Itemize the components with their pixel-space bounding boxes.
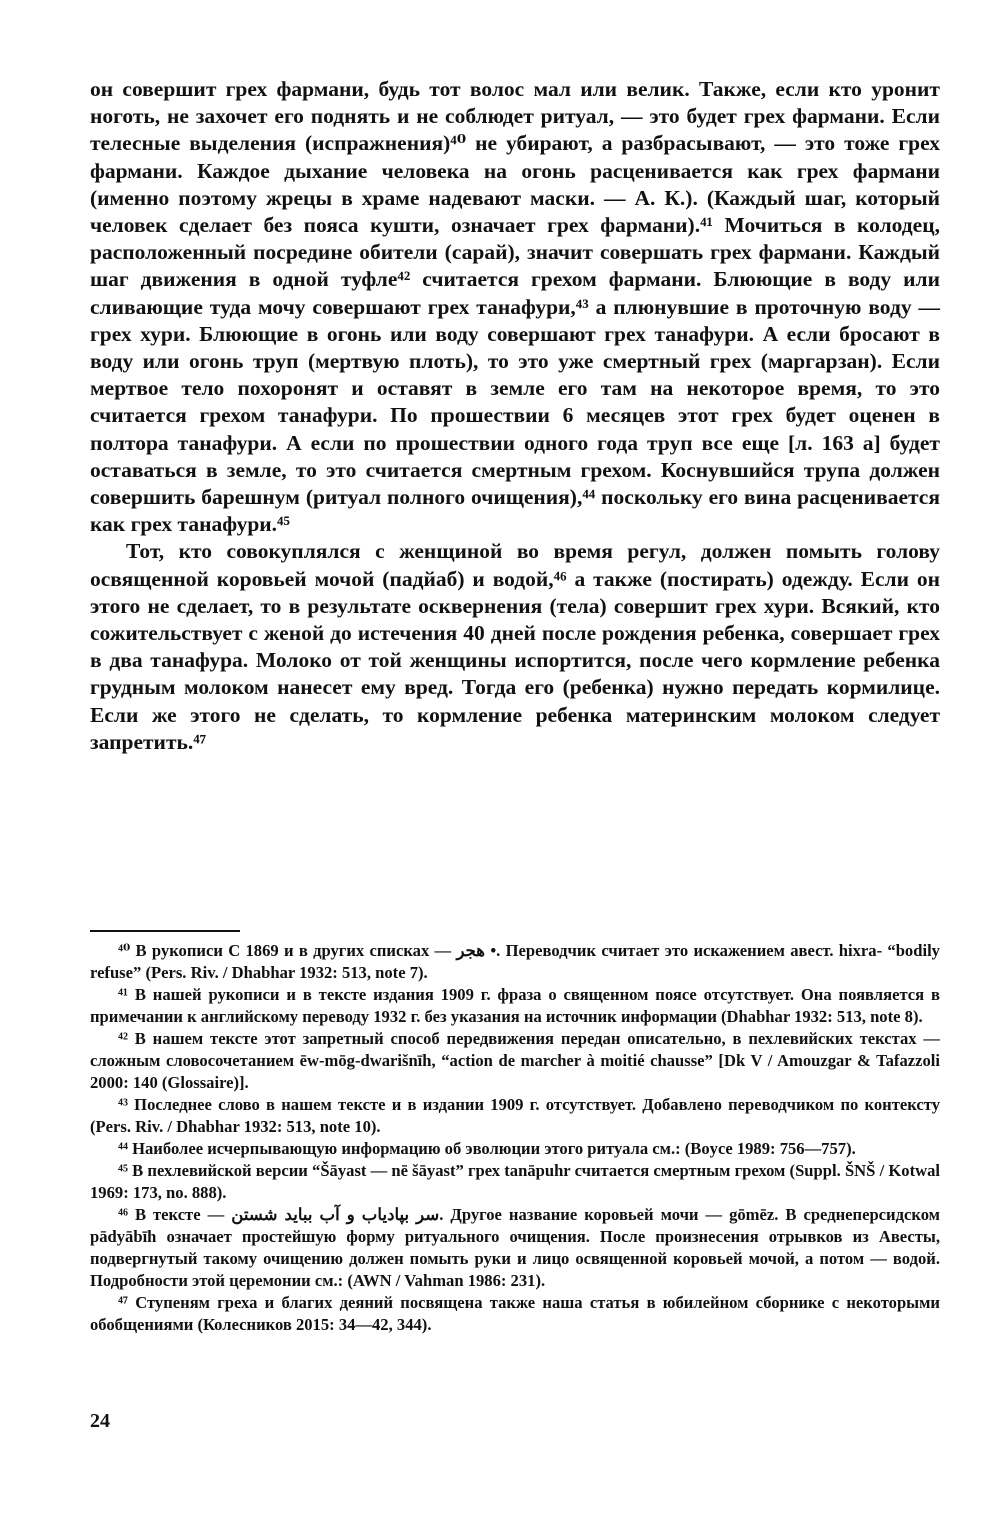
footnote-46: ⁴⁶ В тексте — سر بپادیاب و آب بباید شستن. Другое название коровьей мочи — gōmēz. В среднеперсидском pādyābīh означает простейшую форму ритуального очищения. После произнесения отрывков из Авесты, подвергнутый такому очищению должен помыть руки и лицо освященной коровьей мочой, а потом — водой. Подробности этой церемонии см.: (AWN / Vahman 1986: 231). [90, 1205, 940, 1290]
footnote-45: ⁴⁵ В пехлевийской версии “Šāyast — nē šāyast” грех tanāpuhr считается смертным грехом (Suppl. ŠNŠ / Kotwal 1969: 173, no. 888). [90, 1161, 940, 1202]
paragraph-2: Тот, кто совокуплялся с женщиной во время регул, должен помыть голову освященной коровьей мочой (падйаб) и водой,⁴⁶ а также (постирать) одежду. Если он этого не сделает, то в результате осквернения (тела) совершит грех хури. Всякий, кто сожительствует с женой до истечения 40 дней после рождения ребенка, совершает грех в два танафура. Молоко от той женщины испортится, после чего кормление ребенка грудным молоком нанесет ему вред. Тогда его (ребенка) нужно передать кормилице. Если же этого не сделать, то кормление ребенка материнским молоком следует запретить.⁴⁷ [90, 539, 940, 754]
footnote-divider [90, 930, 240, 932]
footnote-42: ⁴² В нашем тексте этот запретный способ передвижения передан описательно, в пехлевийских текстах — сложным словосочетанием ēw-mōg-dwarišnīh, “action de marcher à moitié chausse” [Dk V / Amouzgar & Tafazzoli 2000: 140 (Glossaire)]. [90, 1029, 940, 1092]
page-number: 24 [90, 1410, 110, 1432]
paragraph-1: он совершит грех фармани, будь тот волос мал или велик. Также, если кто уронит ноготь, не захочет его поднять и не соблюдет ритуал, — это будет грех фармани. Если телесные выделения (испражнения)⁴⁰ не убирают, а разбрасывают, — это тоже грех фармани. Каждое дыхание человека на огонь расценивается как грех фармани (именно поэтому жрецы в храме надевают маски. — А. К.). (Каждый шаг, который человек сделает без пояса кушти, означает грех фармани).⁴¹ Мочиться в колодец, расположенный посредине обители (сарай), значит совершать грех фармани. Каждый шаг движения в одной туфле⁴² считается грехом фармани. Блюющие в воду или сливающие туда мочу совершают грех танафури,⁴³ а плюнувшие в проточную воду — грех хури. Блюющие в огонь или воду совершают грех танафури. А если бросают в воду или огонь труп (мертвую плоть), то это уже смертный грех (маргарзан). Если мертвое тело похоронят и оставят в земле его там на некоторое время, то это считается грехом танафури. По прошествии 6 месяцев этот грех будет оценен в полтора танафури. А если по прошествии одного года труп все еще [л. 163 а] будет оставаться в земле, то это считается смертным грехом. Коснувшийся трупа должен совершить барешнум (ритуал полного очищения),⁴⁴ поскольку его вина расценивается как грех танафури.⁴⁵ [90, 77, 940, 537]
main-text [90, 76, 940, 756]
footnote-40: ⁴⁰ В рукописи С 1869 и в других списках — هجر •. Переводчик считает это искажением авест. hixra- “bodily refuse” (Pers. Riv. / Dhabhar 1932: 513, note 7). [90, 941, 940, 982]
footnote-41: ⁴¹ В нашей рукописи и в тексте издания 1909 г. фраза о священном поясе отсутствует. Она появляется в примечании к английскому переводу 1932 г. без указания на источник информации (Dhabhar 1932: 513, note 8). [90, 985, 940, 1026]
footnote-47: ⁴⁷ Ступеням греха и благих деяний посвящена также наша статья в юбилейном сборнике с некоторыми обобщениями (Колесников 2015: 34—42, 344). [90, 1293, 940, 1334]
footnotes [90, 940, 940, 1336]
footnote-44: ⁴⁴ Наиболее исчерпывающую информацию об эволюции этого ритуала см.: (Boyce 1989: 756—757). [118, 1139, 856, 1158]
footnote-43: ⁴³ Последнее слово в нашем тексте и в издании 1909 г. отсутствует. Добавлено переводчиком по контексту (Pers. Riv. / Dhabhar 1932: 513, note 10). [90, 1095, 940, 1136]
